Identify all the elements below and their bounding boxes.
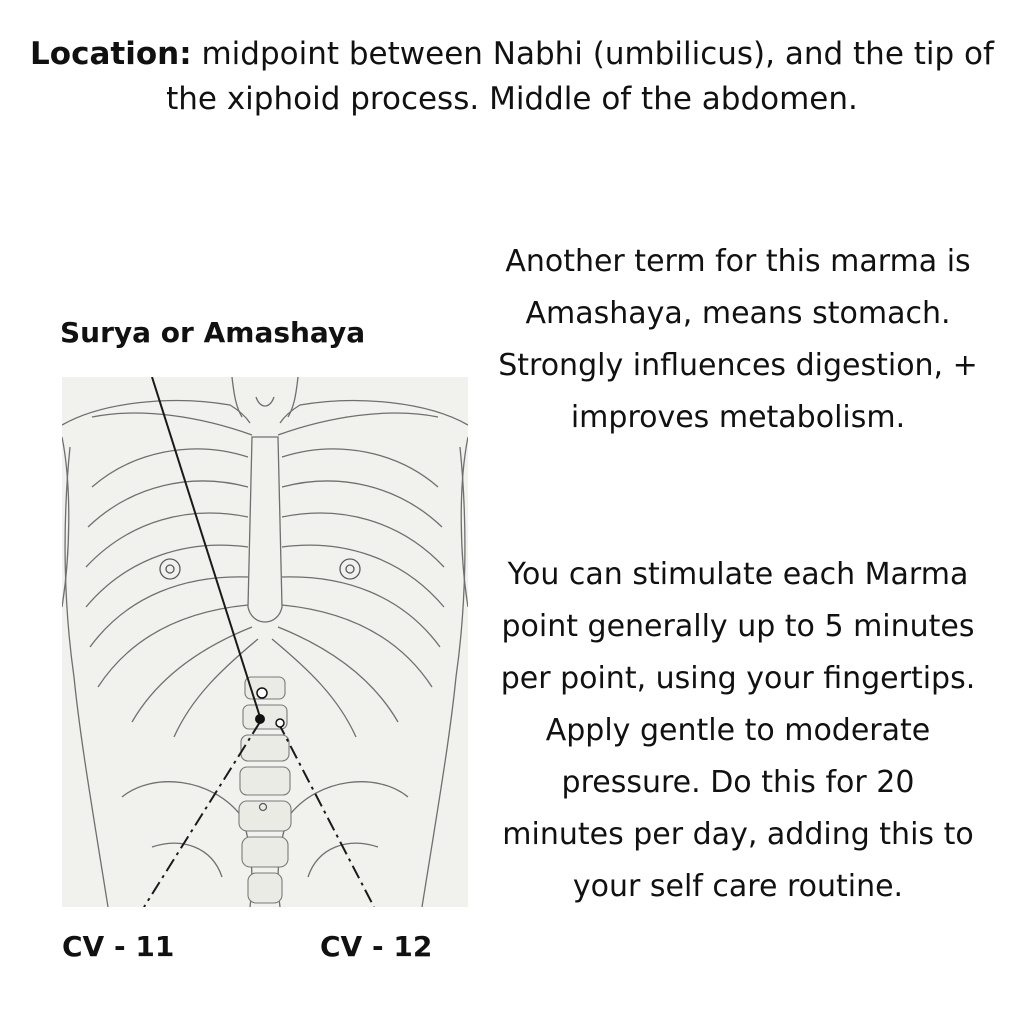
description-paragraph-2: You can stimulate each Marma point generally up to 5 minutes per point, using your fingertips. Apply gentle to moderate pressure. Do this for 20 minutes per day, adding this to your self care routine. — [500, 557, 976, 904]
description-paragraph-1: Another term for this marma is Amashaya, means stomach. Strongly influences digestion, + improves metabolism. — [498, 244, 978, 435]
location-label: Location: — [30, 36, 192, 72]
location-text: midpoint between Nabhi (umbilicus), and the tip of the xiphoid process. Middle of the abdomen. — [166, 36, 994, 117]
cv12-label: CV - 12 — [320, 930, 433, 963]
torso-illustration — [62, 377, 468, 907]
location-heading — [0, 32, 1024, 122]
figure-title: Surya or Amashaya — [60, 316, 366, 349]
cv11-label: CV - 11 — [62, 930, 175, 963]
marma-point-marker — [255, 714, 265, 724]
